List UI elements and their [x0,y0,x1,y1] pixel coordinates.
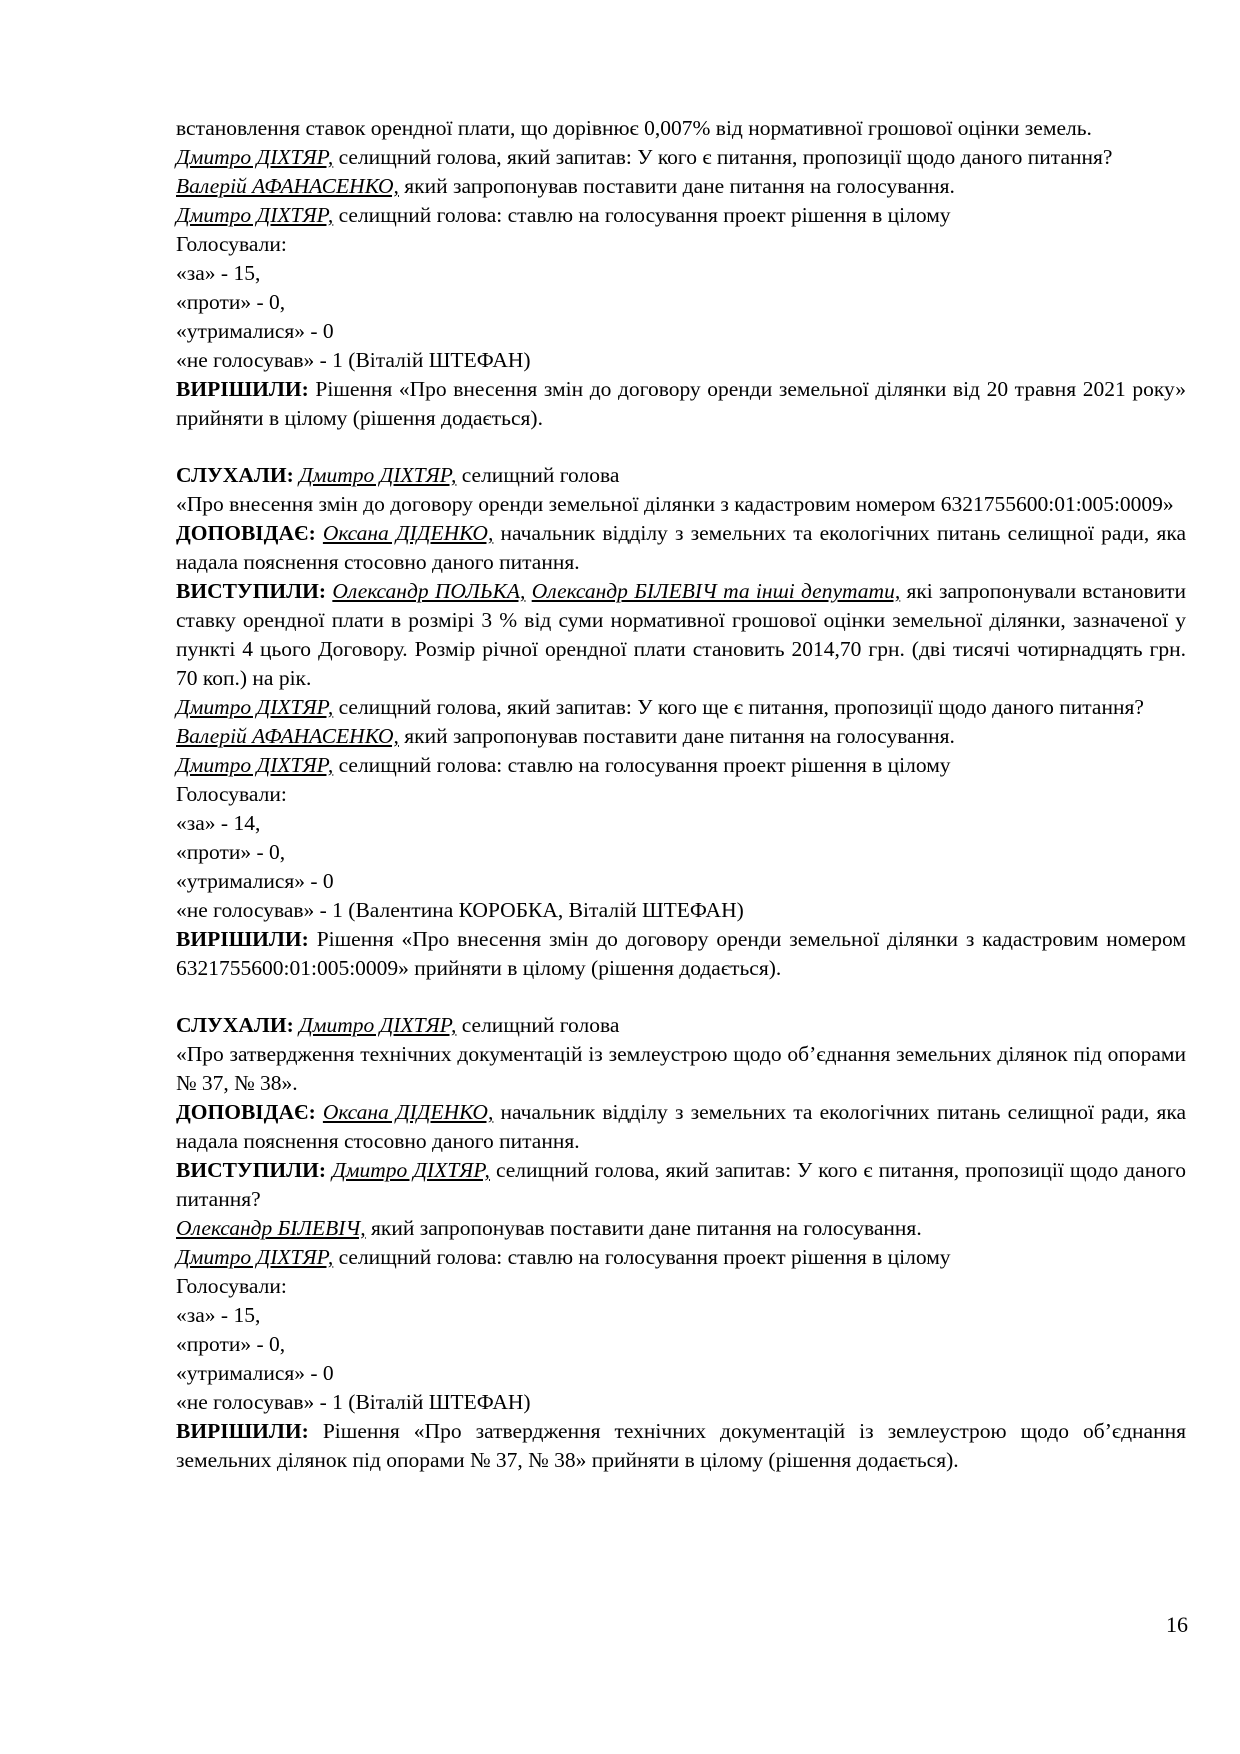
vote-abstain: «утрималися» - 0 [176,1361,334,1385]
report-text: начальник відділу з земельних та екологічних питань селищної ради, яка надала пояснення стосовно даного питання. [176,521,1186,574]
vote-label: Голосували: [176,1274,287,1298]
spoke-text: які запропонували встановити ставку орендної плати в розмірі 3 % від суми нормативної грошової оцінки земельної ділянки, зазначеної у пункті 4 цього Договору. Розмір річної орендної плати становить 2014,70 грн. (дві тисячі чотирнадцять грн. 70 коп.) на рік. [176,579,1187,690]
vote-label: Голосували: [176,232,287,256]
speaker-name: Дмитро ДІХТЯР, [176,203,334,227]
section2-heard [176,1011,1186,1040]
vote-abstain: «утрималися» - 0 [176,869,334,893]
vote-against: «проти» - 0, [176,290,286,314]
section1-proposal [176,722,1186,751]
proposer-name: Валерій АФАНАСЕНКО, [176,174,399,198]
speaker-name: Дмитро ДІХТЯР, [176,145,334,169]
vote-not-voted: «не голосував» - 1 (Віталій ШТЕФАН) [176,348,531,372]
decision-text: Рішення «Про внесення змін до договору оренди земельної ділянки від 20 травня 2021 року» прийняти в цілому (рішення додається). [176,377,1186,430]
section1-spoke [176,577,1186,693]
report-label: ДОПОВІДАЄ: [176,1100,316,1124]
section1-put-to-vote [176,751,1186,780]
section2-proposal [176,1214,1186,1243]
section1-decision [176,925,1186,983]
decision-text: Рішення «Про внесення змін до договору оренди земельної ділянки з кадастровим номером 6321755600:01:005:0009» прийняти в цілому (рішення додається). [176,927,1186,980]
section1-question [176,693,1186,722]
question-text: селищний голова, який запитав: У кого ще є питання, пропозиції щодо даного питання? [333,695,1144,719]
report-label: ДОПОВІДАЄ: [176,521,316,545]
decided-label: ВИРІШИЛИ: [176,1419,309,1443]
spoke-text: селищний голова, який запитав: У кого є питання, пропозиції щодо даного питання? [176,1158,1187,1211]
proposal-text: який запропонував поставити дане питання на голосування. [398,174,955,198]
section1-heard [176,461,1186,490]
vote-for: «за» - 15, [176,261,261,285]
vote-not-voted: «не голосував» - 1 (Віталій ШТЕФАН) [176,1390,531,1414]
vote-against: «проти» - 0, [176,840,286,864]
heard-speaker: Дмитро ДІХТЯР, [299,1013,457,1037]
section0-put-to-vote [176,201,1186,230]
section2-report [176,1098,1186,1156]
put-to-vote-text: селищний голова: ставлю на голосування проект рішення в цілому [333,1245,951,1269]
page-number: 16 [1166,1612,1188,1637]
vote-for: «за» - 15, [176,1303,261,1327]
spoke-name: Дмитро ДІХТЯР, [332,1158,490,1182]
section1-report [176,519,1186,577]
section0-intro: встановлення ставок орендної плати, що дорівнює 0,007% від нормативної грошової оцінки земель. [176,116,1092,140]
section2-spoke [176,1156,1186,1214]
section0-question [176,143,1186,172]
put-to-vote-text: селищний голова: ставлю на голосування проект рішення в цілому [333,203,951,227]
proposer-name: Валерій АФАНАСЕНКО, [176,724,399,748]
heard-role: селищний голова [456,463,620,487]
speaker-name: Дмитро ДІХТЯР, [176,1245,334,1269]
vote-for: «за» - 14, [176,811,261,835]
spoke-label: ВИСТУПИЛИ: [176,1158,327,1182]
reporter-name: Оксана ДІДЕНКО, [322,1100,494,1124]
section2-put-to-vote [176,1243,1186,1272]
speaker-name: Дмитро ДІХТЯР, [176,753,334,777]
spoke-name-2: Олександр БІЛЕВІЧ та інші депутати, [531,579,901,603]
decision-text: Рішення «Про затвердження технічних документацій із землеустрою щодо об’єднання земельних ділянок під опорами № 37, № 38» прийняти в цілому (рішення додається). [176,1419,1186,1472]
spoke-name-1: Олександр ПОЛЬКА, [332,579,526,603]
heard-role: селищний голова [456,1013,620,1037]
vote-abstain: «утрималися» - 0 [176,319,334,343]
question-text: селищний голова, який запитав: У кого є питання, пропозиції щодо даного питання? [333,145,1113,169]
reporter-name: Оксана ДІДЕНКО, [322,521,494,545]
section0-decision [176,375,1186,433]
vote-against: «проти» - 0, [176,1332,286,1356]
speaker-name: Дмитро ДІХТЯР, [176,695,334,719]
report-text: начальник відділу з земельних та екологічних питань селищної ради, яка надала пояснення стосовно даного питання. [176,1100,1186,1153]
proposal-text: який запропонував поставити дане питання на голосування. [365,1216,922,1240]
spoke-label: ВИСТУПИЛИ: [176,579,327,603]
section1-title: «Про внесення змін до договору оренди земельної ділянки з кадастровим номером 6321755600:01:005:0009» [176,492,1174,516]
put-to-vote-text: селищний голова: ставлю на голосування проект рішення в цілому [333,753,951,777]
proposal-text: який запропонував поставити дане питання на голосування. [398,724,955,748]
heard-label: СЛУХАЛИ: [176,1013,294,1037]
spacer [176,983,1186,1011]
section2-decision [176,1417,1186,1475]
heard-label: СЛУХАЛИ: [176,463,294,487]
spacer [176,433,1186,461]
heard-speaker: Дмитро ДІХТЯР, [299,463,457,487]
document-page [176,114,1186,1475]
proposer-name: Олександр БІЛЕВІЧ, [176,1216,366,1240]
section0-proposal [176,172,1186,201]
decided-label: ВИРІШИЛИ: [176,927,309,951]
decided-label: ВИРІШИЛИ: [176,377,309,401]
vote-label: Голосували: [176,782,287,806]
section2-title: «Про затвердження технічних документацій із землеустрою щодо об’єднання земельних ділянок під опорами № 37, № 38». [176,1042,1186,1095]
vote-not-voted: «не голосував» - 1 (Валентина КОРОБКА, Віталій ШТЕФАН) [176,898,744,922]
